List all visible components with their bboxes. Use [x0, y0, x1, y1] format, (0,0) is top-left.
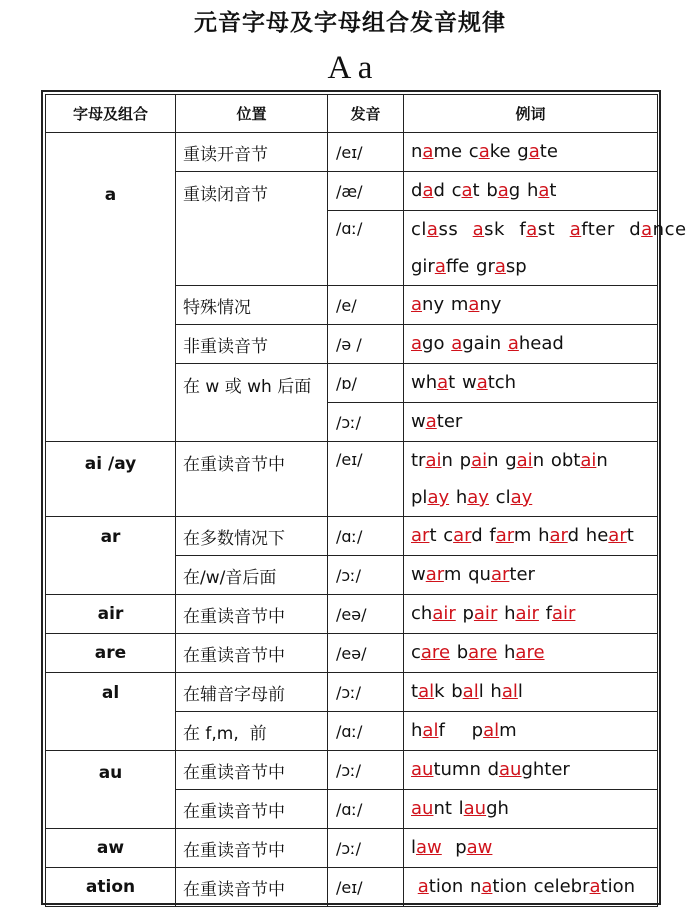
- highlighted-letters: a: [422, 180, 434, 201]
- word-text: w: [411, 564, 426, 585]
- word-text: t b: [472, 180, 498, 201]
- highlighted-letters: a: [437, 372, 449, 393]
- phonetic-cell: /ɔː/: [328, 556, 404, 595]
- header-pronunciation: 发音: [328, 95, 404, 133]
- highlighted-letters: al: [422, 720, 439, 741]
- word-text: d he: [567, 525, 609, 546]
- word-text: l: [411, 837, 417, 858]
- word-text: tion n: [428, 876, 482, 897]
- word-text: te: [539, 141, 558, 162]
- phonetic-cell: /ɑː/: [328, 790, 404, 829]
- example-cell: [404, 829, 658, 868]
- example-cell: [404, 673, 658, 712]
- word-text: ghter: [521, 759, 570, 780]
- word-text: go: [422, 333, 452, 354]
- word-text: head: [518, 333, 564, 354]
- example-cell: [404, 751, 658, 790]
- word-text: tr: [411, 450, 426, 471]
- highlighted-letters: ar: [549, 525, 568, 546]
- phonetic-cell: /ɔː/: [328, 751, 404, 790]
- word-text: n: [411, 141, 423, 162]
- word-text: wh: [411, 372, 438, 393]
- group-are: are: [46, 634, 176, 673]
- highlighted-letters: ai: [516, 450, 533, 471]
- word-text: w: [411, 411, 426, 432]
- table-row: [46, 829, 658, 868]
- highlighted-letters: a: [478, 141, 490, 162]
- group-ar: ar: [46, 517, 176, 595]
- position-cell: 在重读音节中: [176, 595, 328, 634]
- example-cell: [404, 325, 658, 364]
- highlighted-letters: a: [641, 219, 653, 240]
- position-cell: 在重读音节中: [176, 442, 328, 517]
- highlighted-letters: a: [451, 333, 463, 354]
- highlighted-letters: ai: [425, 450, 442, 471]
- table-row: [46, 751, 658, 790]
- highlighted-letters: au: [463, 798, 487, 819]
- example-cell: [404, 556, 658, 595]
- word-text: fter d: [581, 219, 642, 240]
- word-text: sp: [505, 256, 527, 277]
- highlighted-letters: ay: [427, 487, 450, 508]
- word-text: k b: [434, 681, 463, 702]
- highlighted-letters: a: [476, 372, 488, 393]
- highlighted-letters: ar: [490, 564, 510, 585]
- example-line: [411, 211, 687, 248]
- phonetic-cell: /ɑː/: [328, 517, 404, 556]
- highlighted-letters: are: [468, 642, 498, 663]
- table-row: [46, 595, 658, 634]
- position-cell: 在/w/音后面: [176, 556, 328, 595]
- word-text: n obt: [532, 450, 581, 471]
- highlighted-letters: air: [515, 603, 539, 624]
- group-al: al: [46, 673, 176, 751]
- header-examples: 例词: [404, 95, 658, 133]
- highlighted-letters: a: [411, 294, 423, 315]
- header-row: [46, 95, 658, 133]
- example-cell: [404, 442, 658, 517]
- group-ai: ai /ay: [46, 442, 176, 517]
- table-row: [46, 517, 658, 556]
- word-text: gain: [462, 333, 508, 354]
- phonetic-cell: /ɒ/: [328, 364, 404, 403]
- highlighted-letters: a: [468, 294, 480, 315]
- highlighted-letters: al: [501, 681, 518, 702]
- highlighted-letters: a: [589, 876, 601, 897]
- highlighted-letters: air: [473, 603, 498, 624]
- example-cell: [404, 517, 658, 556]
- word-text: sk f: [484, 219, 527, 240]
- word-text: gh: [486, 798, 509, 819]
- highlighted-letters: a: [417, 876, 429, 897]
- example-cell: [404, 634, 658, 673]
- highlighted-letters: a: [481, 876, 493, 897]
- example-line: [411, 442, 657, 479]
- phonetic-cell: /eə/: [328, 634, 404, 673]
- example-cell: [404, 172, 658, 211]
- highlighted-letters: aw: [466, 837, 493, 858]
- word-text: t: [549, 180, 557, 201]
- highlighted-letters: al: [462, 681, 479, 702]
- highlighted-letters: au: [499, 759, 522, 780]
- phonetic-cell: /ɔː/: [328, 403, 404, 442]
- word-text: tch: [487, 372, 517, 393]
- highlighted-letters: ar: [495, 525, 514, 546]
- example-cell: [404, 868, 658, 907]
- highlighted-letters: al: [418, 681, 435, 702]
- highlighted-letters: a: [426, 219, 439, 240]
- highlighted-letters: air: [432, 603, 456, 624]
- phonetic-cell: /ɑː/: [328, 712, 404, 751]
- phonetic-cell: /eɪ/: [328, 868, 404, 907]
- position-cell: 在重读音节中: [176, 868, 328, 907]
- word-text: t: [626, 525, 634, 546]
- position-cell: 重读闭音节: [176, 172, 328, 286]
- phonetic-cell: /ɔː/: [328, 829, 404, 868]
- word-text: ter: [509, 564, 535, 585]
- word-text: ny: [479, 294, 502, 315]
- highlighted-letters: au: [411, 759, 434, 780]
- word-text: nce: [652, 219, 687, 240]
- word-text: ny m: [422, 294, 469, 315]
- highlighted-letters: ay: [510, 487, 533, 508]
- highlighted-letters: ar: [453, 525, 472, 546]
- word-text: st: [537, 219, 570, 240]
- group-aw: aw: [46, 829, 176, 868]
- word-text: g h: [508, 180, 539, 201]
- highlighted-letters: a: [569, 219, 582, 240]
- position-cell: 在多数情况下: [176, 517, 328, 556]
- example-line: [411, 248, 657, 285]
- highlighted-letters: are: [515, 642, 545, 663]
- word-text: d f: [471, 525, 496, 546]
- position-cell: 在重读音节中: [176, 790, 328, 829]
- word-text: m: [499, 720, 517, 741]
- highlighted-letters: air: [551, 603, 576, 624]
- highlighted-letters: ay: [467, 487, 489, 508]
- example-cell: [404, 211, 687, 286]
- word-text: l: [517, 681, 523, 702]
- highlighted-letters: ar: [425, 564, 444, 585]
- group-au: au: [46, 751, 176, 829]
- word-text: n: [596, 450, 608, 471]
- word-text: h: [449, 487, 468, 508]
- word-text: [411, 876, 418, 897]
- group-air: air: [46, 595, 176, 634]
- group-a: a: [46, 133, 176, 442]
- position-cell: 在重读音节中: [176, 634, 328, 673]
- word-text: tion celebr: [492, 876, 590, 897]
- phonetic-cell: /ə /: [328, 325, 404, 364]
- highlighted-letters: a: [526, 219, 538, 240]
- position-cell: 重读开音节: [176, 133, 328, 172]
- word-text: t w: [448, 372, 477, 393]
- word-text: tion: [600, 876, 635, 897]
- position-cell: 特殊情况: [176, 286, 328, 325]
- highlighted-letters: a: [497, 180, 509, 201]
- word-text: m qu: [443, 564, 491, 585]
- highlighted-letters: ai: [580, 450, 597, 471]
- header-position: 位置: [176, 95, 328, 133]
- word-text: pl: [411, 487, 428, 508]
- phonetic-cell: /eɪ/: [328, 442, 404, 517]
- header-combo: 字母及组合: [46, 95, 176, 133]
- word-text: f: [538, 603, 552, 624]
- word-text: tumn d: [433, 759, 500, 780]
- highlighted-letters: ar: [608, 525, 627, 546]
- phonetic-cell: /ɑː/: [328, 211, 404, 286]
- highlighted-letters: a: [494, 256, 506, 277]
- phonetic-cell: /eɪ/: [328, 133, 404, 172]
- example-cell: [404, 712, 658, 751]
- group-ation: ation: [46, 868, 176, 907]
- highlighted-letters: a: [507, 333, 519, 354]
- word-text: b: [450, 642, 469, 663]
- highlighted-letters: a: [422, 141, 434, 162]
- example-cell: [404, 364, 658, 403]
- highlighted-letters: a: [425, 411, 437, 432]
- word-text: nt l: [433, 798, 464, 819]
- word-text: me c: [433, 141, 479, 162]
- phonetic-cell: /eə/: [328, 595, 404, 634]
- word-text: ss: [438, 219, 473, 240]
- table-row: [46, 133, 658, 172]
- example-line: [411, 479, 657, 516]
- table-row: [46, 868, 658, 907]
- highlighted-letters: ar: [411, 525, 430, 546]
- highlighted-letters: aw: [416, 837, 442, 858]
- word-text: ch: [411, 603, 433, 624]
- position-cell: 在 f,m, 前: [176, 712, 328, 751]
- word-text: c: [411, 642, 421, 663]
- highlighted-letters: a: [538, 180, 550, 201]
- word-text: h: [497, 642, 516, 663]
- word-text: n p: [441, 450, 472, 471]
- phonetic-cell: /e/: [328, 286, 404, 325]
- highlighted-letters: al: [483, 720, 500, 741]
- table-row: [46, 634, 658, 673]
- word-text: cl: [411, 219, 427, 240]
- position-cell: 在重读音节中: [176, 829, 328, 868]
- word-text: h: [497, 603, 516, 624]
- pronunciation-table: [45, 94, 687, 907]
- example-cell: [404, 286, 658, 325]
- table-row: [46, 673, 658, 712]
- word-text: ffe gr: [445, 256, 495, 277]
- word-text: t c: [429, 525, 454, 546]
- word-text: p: [455, 603, 474, 624]
- highlighted-letters: a: [472, 219, 485, 240]
- highlighted-letters: a: [461, 180, 473, 201]
- example-cell: [404, 133, 658, 172]
- example-cell: [404, 595, 658, 634]
- highlighted-letters: ai: [471, 450, 488, 471]
- position-cell: 在 w 或 wh 后面: [176, 364, 328, 442]
- highlighted-letters: au: [411, 798, 434, 819]
- highlighted-letters: a: [411, 333, 423, 354]
- word-text: ke g: [489, 141, 529, 162]
- highlighted-letters: a: [528, 141, 540, 162]
- position-cell: 在重读音节中: [176, 751, 328, 790]
- example-cell: [404, 790, 658, 829]
- position-cell: 非重读音节: [176, 325, 328, 364]
- word-text: ter: [436, 411, 463, 432]
- highlighted-letters: are: [420, 642, 451, 663]
- word-text: f p: [438, 720, 484, 741]
- highlighted-letters: a: [434, 256, 446, 277]
- word-text: n g: [487, 450, 517, 471]
- word-text: l h: [478, 681, 502, 702]
- word-text: m h: [513, 525, 550, 546]
- word-text: h: [411, 720, 423, 741]
- word-text: t: [411, 681, 419, 702]
- word-text: d: [411, 180, 423, 201]
- phonetic-cell: /æ/: [328, 172, 404, 211]
- word-text: p: [441, 837, 467, 858]
- page-subtitle: A a: [327, 50, 373, 86]
- word-text: d c: [433, 180, 462, 201]
- word-text: cl: [488, 487, 511, 508]
- example-cell: [404, 403, 658, 442]
- page-title: 元音字母及字母组合发音规律: [194, 10, 506, 36]
- word-text: gir: [411, 256, 435, 277]
- position-cell: 在辅音字母前: [176, 673, 328, 712]
- phonetic-cell: /ɔː/: [328, 673, 404, 712]
